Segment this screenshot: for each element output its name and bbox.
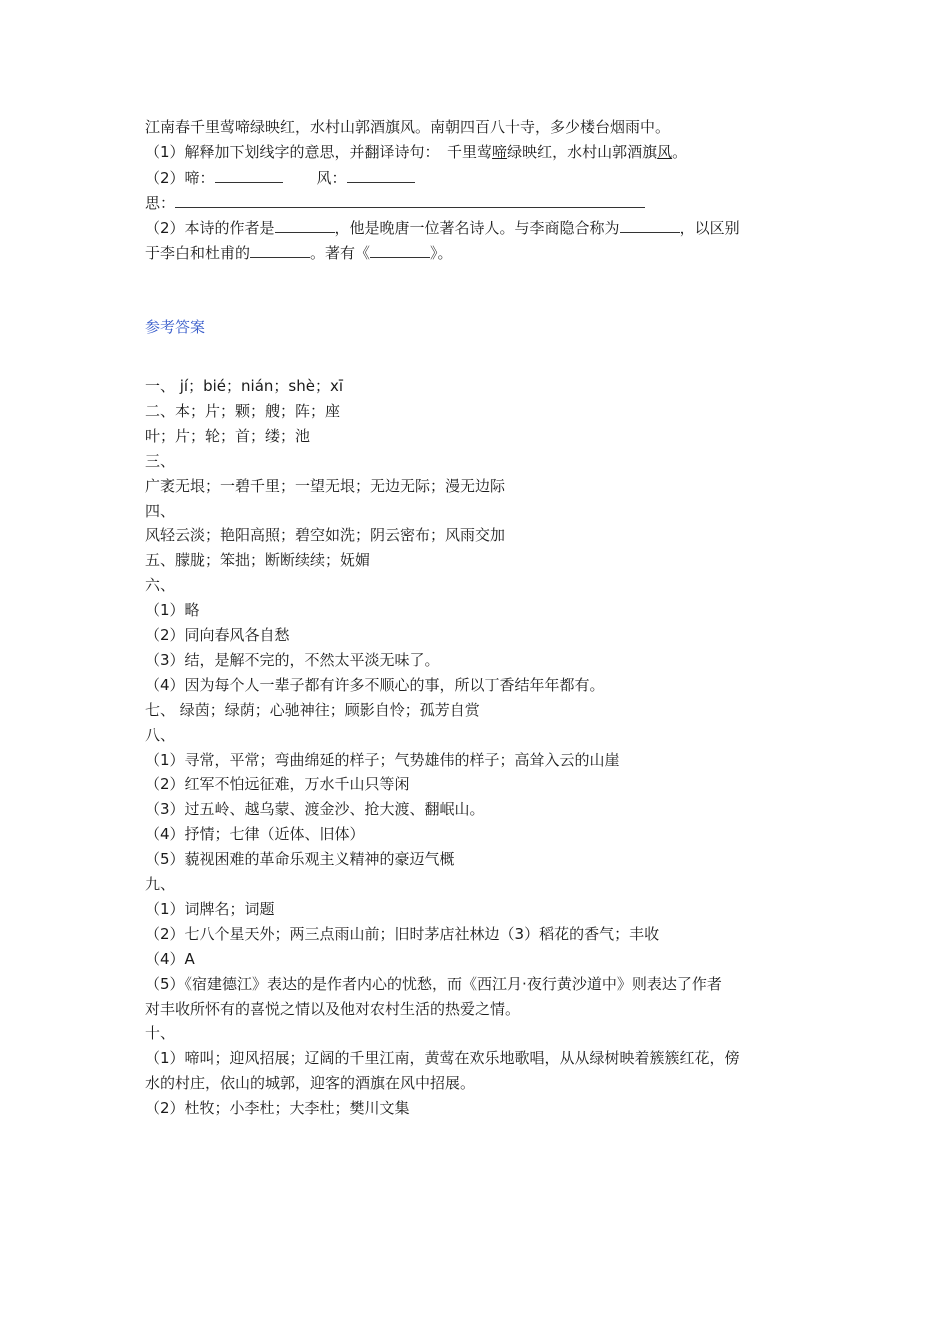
answer-line: 十、 <box>145 1024 176 1043</box>
answer-blank[interactable] <box>250 241 310 258</box>
question-2 <box>145 166 415 189</box>
answer-line: （2）杜牧；小李杜；大李杜；樊川文集 <box>145 1099 410 1118</box>
answer-line: （3）结，是解不完的，不然太平淡无味了。 <box>145 650 440 669</box>
question-1 <box>145 141 687 163</box>
question-3 <box>145 216 740 239</box>
answer-blank[interactable] <box>347 166 415 183</box>
q1-underlined-word-2: 风 <box>657 143 673 161</box>
answer-line: （5）《宿建德江》表达的是作者内心的忧愁，而《西江月·夜行黄沙道中》则表达了作者 <box>145 974 722 993</box>
answer-line: 水的村庄，依山的城郭，迎客的酒旗在风中招展。 <box>145 1074 476 1093</box>
q3-text-c: ，以区别 <box>679 219 740 237</box>
q3-text-f: 》。 <box>430 244 453 262</box>
answer-line: 八、 <box>145 725 176 744</box>
answer-line: （1）词牌名；词题 <box>145 899 275 918</box>
answer-line: （1）略 <box>145 601 200 620</box>
answer-blank[interactable] <box>215 166 283 183</box>
answer-line: （5）藐视困难的革命乐观主义精神的豪迈气概 <box>145 850 455 869</box>
answer-line: 七、 绿茵；绿荫；心驰神往；顾影自怜；孤芳自赏 <box>145 700 480 719</box>
q1-middle: 绿映红，水村山郭酒旗 <box>507 143 658 161</box>
answer-line: 叶；片；轮；首；缕；池 <box>145 426 311 445</box>
q3-text-d: 于李白和杜甫的 <box>145 244 251 262</box>
answer-line: （2）七八个星天外；两三点雨山前；旧时茅店社林边（3）稻花的香气；丰收 <box>145 924 660 943</box>
poem-text: 江南春千里莺啼绿映红，水村山郭酒旗风。南朝四百八十寺，多少楼台烟雨中。 <box>145 118 671 136</box>
q2-label-b: 风： <box>316 169 347 187</box>
answer-line: 风轻云淡；艳阳高照；碧空如洗；阴云密布；风雨交加 <box>145 526 506 545</box>
answer-blank[interactable] <box>370 241 430 258</box>
answer-line: （1）啼叫；迎风招展；辽阔的千里江南，黄莺在欢乐地歌唱，从从绿树映着簇簇红花，傍 <box>145 1049 740 1068</box>
answer-blank[interactable] <box>275 216 335 233</box>
answer-line: 一、 jí；bié；nián；shè；xī <box>145 377 343 395</box>
answer-line: 广袤无垠；一碧千里；一望无垠；无边无际；漫无边际 <box>145 476 506 495</box>
q1-prefix: （1）解释加下划线字的意思，并翻译诗句： 千里莺 <box>145 143 493 161</box>
q2-label-a: （2）啼： <box>145 169 215 187</box>
answer-line: 三、 <box>145 451 176 470</box>
answer-line: （4）因为每个人一辈子都有许多不顺心的事，所以丁香结年年都有。 <box>145 675 605 694</box>
answer-line: （2）红军不怕远征难，万水千山只等闲 <box>145 775 410 794</box>
answer-line: 对丰收所怀有的喜悦之情以及他对农村生活的热爱之情。 <box>145 999 521 1018</box>
answer-line: 九、 <box>145 875 176 893</box>
answer-line: （4）抒情；七律（近体、旧体） <box>145 825 365 844</box>
answer-line: 二、本；片；颗；艘；阵；座 <box>145 401 341 420</box>
answer-line: （2）同向春风各自愁 <box>145 626 290 644</box>
answer-line: 四、 <box>145 501 176 520</box>
q1-end: 。 <box>672 143 688 161</box>
answer-line: （3）过五岭、越乌蒙、渡金沙、抢大渡、翻岷山。 <box>145 800 485 819</box>
translation-line <box>145 191 645 214</box>
answer-line: （1）寻常，平常；弯曲绵延的样子；气势雄伟的样子；高耸入云的山崖 <box>145 750 620 769</box>
question-3-cont <box>145 241 453 264</box>
answers-heading: 参考答案 <box>145 318 206 336</box>
translation-blank[interactable] <box>175 191 645 208</box>
q3-text-a: （2）本诗的作者是 <box>145 219 275 237</box>
si-label: 思： <box>145 194 176 212</box>
q3-text-b: ，他是晚唐一位著名诗人。与李商隐合称为 <box>334 219 620 237</box>
answer-blank[interactable] <box>620 216 680 233</box>
answer-line: 五、朦胧；笨拙；断断续续；妩媚 <box>145 551 371 570</box>
q3-text-e: 。著有《 <box>310 244 371 262</box>
answer-line: （4）A <box>145 949 195 968</box>
q1-underlined-word-1: 啼 <box>492 143 508 161</box>
answer-line: 六、 <box>145 576 176 595</box>
